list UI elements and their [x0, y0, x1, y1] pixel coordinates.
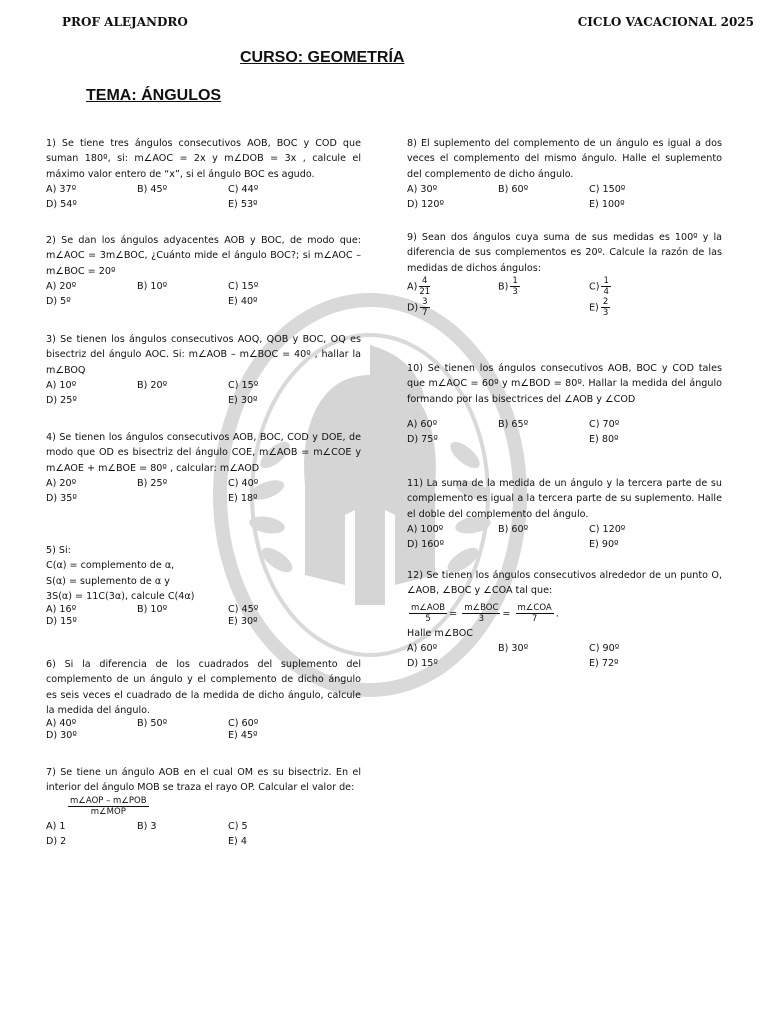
- question-11: [407, 476, 722, 552]
- option: E) 4: [228, 835, 247, 847]
- option: D) 5º: [46, 296, 71, 308]
- option: A) 37º: [46, 183, 77, 195]
- option: D) 160º: [407, 539, 445, 551]
- option: B) 10º: [137, 280, 168, 292]
- option: [498, 297, 589, 318]
- question-5: [46, 543, 361, 628]
- option: [498, 537, 589, 552]
- option: [137, 616, 228, 628]
- question-9: [407, 230, 722, 318]
- option: C) $\frac{1}{4}$: [589, 275, 609, 297]
- option: D) 15º: [46, 616, 77, 628]
- option: A) 60º: [407, 418, 438, 430]
- ratio-equation: $\frac{\text{m∠AOB}}{5}$ = $\frac{\text{m∠BOC}}{3}$ = $\frac{\text{m∠COA}}{7}$ .: [411, 602, 559, 624]
- option: [137, 393, 228, 408]
- option: [498, 656, 589, 671]
- option: E) $\frac{2}{3}$: [589, 296, 609, 318]
- option: C) 45º: [228, 604, 259, 616]
- course-title: CURSO: GEOMETRÍA: [240, 49, 405, 66]
- question-stem: 5) Si: C(α) = complemento de α, S(α) = suplemento de α y 3S(α) = 11C(3α), calcule C(4α): [46, 545, 195, 602]
- option: C) 44º: [228, 183, 259, 195]
- option: D) 25º: [46, 395, 77, 407]
- option: D) 75º: [407, 434, 438, 446]
- option: E) 18º: [228, 493, 258, 505]
- option: E) 53º: [228, 199, 258, 211]
- option: C) 15º: [228, 379, 259, 391]
- option: B) 10º: [137, 604, 168, 616]
- option: E) 72º: [589, 658, 619, 670]
- option: A) 1: [46, 820, 66, 832]
- option: A) 40º: [46, 718, 77, 730]
- option: D) 2: [46, 835, 67, 847]
- option: B) 45º: [137, 183, 168, 195]
- option: C) 40º: [228, 477, 259, 489]
- option: A) 20º: [46, 477, 77, 489]
- option: C) 70º: [589, 418, 620, 430]
- option: A) 10º: [46, 379, 77, 391]
- question-2: [46, 233, 361, 309]
- question-12: [407, 568, 722, 671]
- option: [137, 197, 228, 212]
- option: C) 60º: [228, 718, 259, 730]
- option: A) 16º: [46, 604, 77, 616]
- option: A) 30º: [407, 183, 438, 195]
- option: B) 60º: [498, 523, 529, 535]
- question-prompt: Halle m∠BOC: [407, 627, 473, 639]
- option: [137, 834, 228, 849]
- topic-title: TEMA: ÁNGULOS: [86, 87, 222, 104]
- option: C) 120º: [589, 523, 626, 535]
- fraction: $\frac{\text{m∠AOP – m∠POB}}{\text{m∠MOP}}$: [70, 795, 147, 817]
- option: D) $\frac{3}{7}$: [407, 296, 428, 318]
- option: B) 3: [137, 820, 157, 832]
- question-stem: 1) Se tiene tres ángulos consecutivos AOB, BOC y COD que suman 180º, si: m∠AOC = 2x y m∠DOB = 3x , calcule el máximo valor entero de “x”, si el ángulo BOC es agudo.: [46, 138, 361, 180]
- option: [137, 491, 228, 506]
- question-6: [46, 657, 361, 742]
- question-stem: 10) Se tienen los ángulos consecutivos AOB, BOC y COD tales que m∠AOC = 60º y m∠BOD = 80º. Hallar la medida del ángulo formando por las bisectrices del ∠AOB y ∠COD: [407, 363, 722, 405]
- option: E) 100º: [589, 199, 625, 211]
- option: D) 30º: [46, 730, 77, 742]
- option: D) 15º: [407, 658, 438, 670]
- option: E) 80º: [589, 434, 619, 446]
- question-stem: 3) Se tienen los ángulos consecutivos AOQ, QOB y BOC, OQ es bisectriz del ángulo AOC. Si: m∠AOB – m∠BOC = 40º , hallar la m∠BOQ: [46, 334, 361, 376]
- option: B) 30º: [498, 642, 529, 654]
- option: E) 30º: [228, 395, 258, 407]
- option: E) 30º: [228, 616, 258, 628]
- option: B) 20º: [137, 379, 168, 391]
- question-8: [407, 136, 722, 212]
- option: B) 50º: [137, 718, 168, 730]
- option: C) 5: [228, 820, 248, 832]
- option: [498, 432, 589, 447]
- option: C) 15º: [228, 280, 259, 292]
- option: A) 60º: [407, 642, 438, 654]
- question-10: [407, 361, 722, 447]
- question-stem: 6) Si la diferencia de los cuadrados del suplemento del complemento de un ángulo y el complemento de dicho ángulo es seis veces el cuadrado de la medida de dicho ángulo, calcule la medida del ángulo.: [46, 659, 361, 716]
- question-1: [46, 136, 361, 212]
- option: E) 40º: [228, 296, 258, 308]
- option: D) 35º: [46, 493, 77, 505]
- question-4: [46, 430, 361, 506]
- option: A) 20º: [46, 280, 77, 292]
- question-stem: 9) Sean dos ángulos cuya suma de sus medidas es 100º y la diferencia de sus complementos es 20º. Calcule la razón de las medidas de dichos ángulos:: [407, 232, 722, 274]
- question-stem: 11) La suma de la medida de un ángulo y la tercera parte de su complemento es igual a la tercera parte de su suplemento. Halle el doble del complemento del ángulo.: [407, 478, 722, 520]
- header-author: PROF ALEJANDRO: [62, 15, 188, 29]
- question-stem: 7) Se tiene un ángulo AOB en el cual OM es su bisectriz. En el interior del ángulo MOB se traza el rayo OP. Calcular el valor de:: [46, 767, 361, 794]
- question-stem: 4) Se tienen los ángulos consecutivos AOB, BOC, COD y DOE, de modo que OD es bisectriz del ángulo COE, m∠AOB = m∠COE y m∠AOE + m∠BOE = 80º , calcular: m∠AOD: [46, 432, 361, 474]
- option: [137, 730, 228, 742]
- question-stem: 2) Se dan los ángulos adyacentes AOB y BOC, de modo que: m∠AOC = 3m∠BOC, ¿Cuánto mide el ángulo BOC?; si m∠AOC – m∠BOC = 20º: [46, 235, 361, 277]
- question-stem: 12) Se tienen los ángulos consecutivos alrededor de un punto O, ∠AOB, ∠BOC y ∠COA tal que:: [407, 570, 722, 597]
- option: C) 150º: [589, 183, 626, 195]
- option: [498, 197, 589, 212]
- header-cycle: CICLO VACACIONAL 2025: [577, 15, 754, 29]
- option: B) 25º: [137, 477, 168, 489]
- option: C) 90º: [589, 642, 620, 654]
- option: D) 120º: [407, 199, 445, 211]
- question-stem: 8) El suplemento del complemento de un ángulo es igual a dos veces el complemento del mismo ángulo. Halle el suplemento del complemento de dicho ángulo.: [407, 138, 722, 180]
- option: A) 100º: [407, 523, 444, 535]
- option: E) 90º: [589, 539, 619, 551]
- question-3: [46, 332, 361, 408]
- option: B) $\frac{1}{3}$: [498, 275, 518, 297]
- option: B) 60º: [498, 183, 529, 195]
- option: D) 54º: [46, 199, 77, 211]
- option: [137, 294, 228, 309]
- option: E) 45º: [228, 730, 258, 742]
- option: A) $\frac{4}{21}$: [407, 275, 431, 297]
- option: B) 65º: [498, 418, 529, 430]
- question-7: [46, 765, 361, 849]
